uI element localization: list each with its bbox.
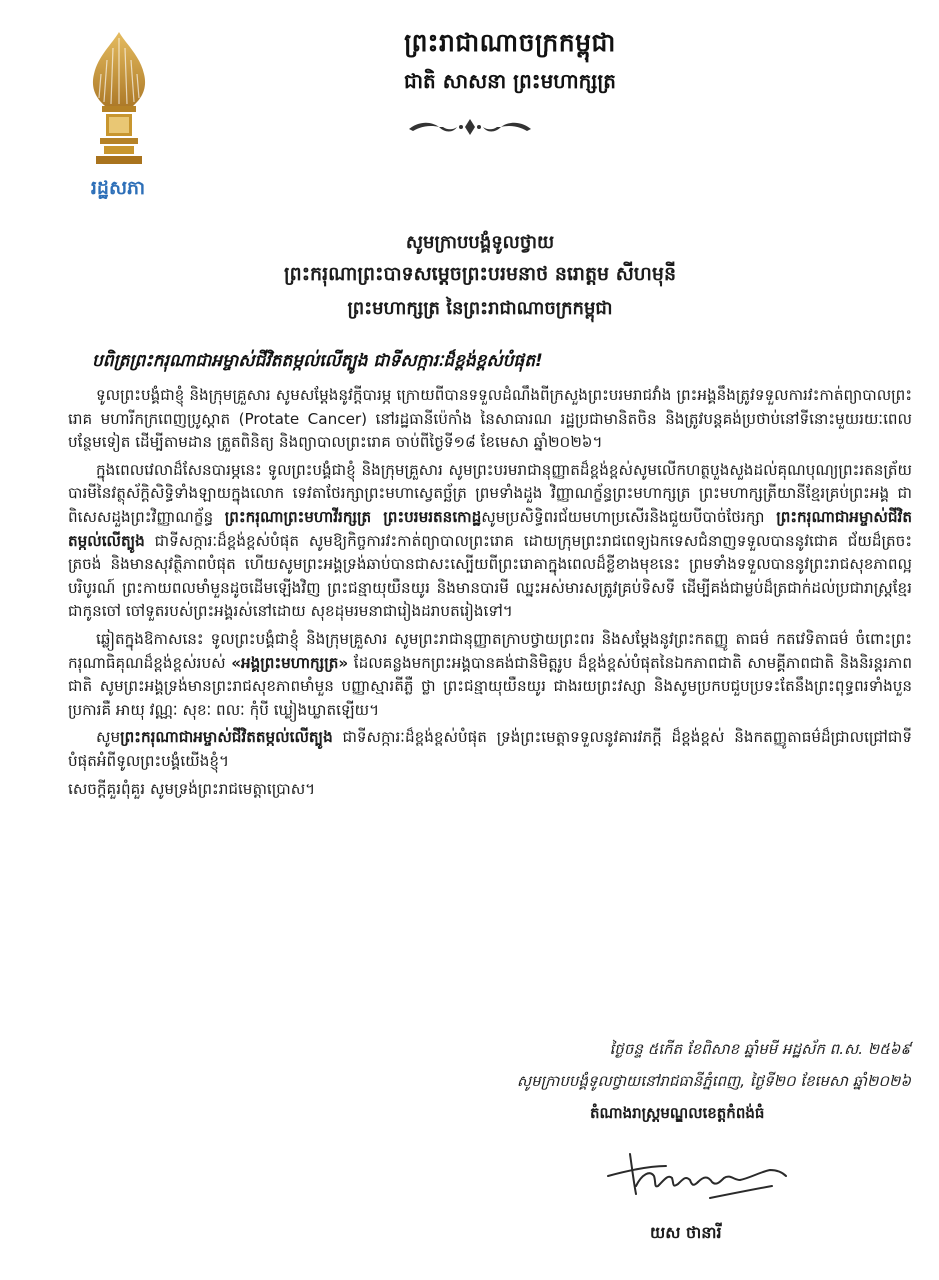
paragraph-4 bbox=[68, 726, 912, 773]
paragraph-3 bbox=[68, 628, 912, 722]
paragraph-4-text-c: ជាទីសក្ការៈដ៏ខ្ពង់ខ្ពស់បំផុត ទ្រង់ព្រះមេត្តាទទួលនូវគារវភក្តី ដ៏ខ្ពង់ខ្ពស់ និងកតញ្ញូតាធម៌ដ៏ជ្រាលជ្រៅជាទីបំផុតអំពីទូលព្រះបង្គំយើងខ្ញុំ។ bbox=[68, 728, 912, 770]
paragraph-2 bbox=[68, 459, 912, 624]
kingdom-title: ព្រះរាជាណាចក្រកម្ពុជា bbox=[404, 28, 616, 57]
paragraph-3-text-c: ដែលគន្លងមកព្រះអង្គបានគង់ជានិមិត្តរូប ដ៏ខ្ពង់ខ្ពស់បំផុតនៃឯកភាពជាតិ សាមគ្គីភាពជាតិ និងនិរន្តរភាពជាតិ សូមព្រះអង្គទ្រង់មានព្រះរាជសុខភាពមាំមួន បញ្ញាស្មារតីភ្លឺ ថ្លា ព្រះជន្មាយុយឺនយូរ ជាងរយព្រះវស្សា និងសូមប្រកបជួបប្រទះតែនឹងព្រះពុទ្ធពរទាំងបួនប្រការគឺ អាយុ វណ្ណៈ សុខៈ ពលៈ កុំបី ឃ្លៀងឃ្លាតឡើយ។ bbox=[68, 653, 912, 719]
paragraph-2-bold-king-father: ព្រះករុណាព្រះមហាវីរក្សត្រ ព្រះបរមរតនកោដ្ឋ bbox=[224, 507, 482, 526]
addressee-greeting: សូមក្រាបបង្គំទូលថ្វាយ bbox=[405, 232, 555, 253]
signer-name: យស ថានារី bbox=[650, 1223, 722, 1242]
ornament-divider-icon bbox=[405, 117, 535, 137]
lunar-date: ថ្ងៃចន្ទ ៥កើត ខែពិសាខ ឆ្នាំមមី អដ្ឋស័ក ព.ស. ២៥៦៩ bbox=[609, 1040, 911, 1058]
paragraph-4-bold-king: ព្រះករុណាជាអម្ចាស់ជីវិតតម្កល់លើត្បូង bbox=[120, 728, 333, 747]
paragraph-2-bold-king: ព្រះករុណាជាអម្ចាស់ជីវិតតម្កល់លើត្បូង bbox=[68, 507, 912, 550]
paragraph-2-text-e: ជាទីសក្ការៈដ៏ខ្ពង់ខ្ពស់បំផុត សូមឱ្យកិច្ចការវះកាត់ព្យាបាលព្រះរោគ ដោយក្រុមព្រះរាជពេទ្យឯកទេសជំនាញទទួលបាននូវជោគ ជ័យដ៏ត្រចះត្រចង់ និងមានសុវត្ថិភាពបំផុត ហើយសូមព្រះអង្គទ្រង់ឆាប់បានជាសះស្បើយពីព្រះរោគាក្នុងពេលដ៏ខ្លីខាងមុខនេះ ព្រមទាំងទទួលបាននូវព្រះរាជសុខភាពល្អបរិបូរណ៍ ព្រះកាយពលមាំមួនដូចដើមឡើងវិញ ព្រះជន្មាយុយឺនយូរ និងមានបារមី ឈ្នះអស់មារសត្រូវគ្រប់ទិសទី ដើម្បីគង់ជាម្លប់ដ៏ត្រជាក់ដល់ប្រជារាស្ត្រខ្មែរ ជាកូនចៅ ចៅទួតរបស់ព្រះអង្គរស់នៅដោយ សុខដុមរមនាជារៀងដរាបតរៀងទៅ។ bbox=[68, 531, 912, 621]
national-motto: ជាតិ សាសនា ព្រះមហាក្សត្រ bbox=[404, 69, 616, 93]
paragraph-2-text-c: សូមប្រសិទ្ធិពរជ័យមហាប្រសើរនិងជួយបីបាច់ថែរក្សា bbox=[481, 507, 777, 526]
paragraph-3-bold-monarch: «អង្គព្រះមហាក្សត្រ» bbox=[231, 653, 349, 672]
emblem-caption: រដ្ឋសភា bbox=[90, 177, 146, 199]
salutation: បពិត្រព្រះករុណាជាអម្ចាស់ជីវិតតម្កល់លើត្បូង ជាទីសក្ការៈដ៏ខ្ពង់ខ្ពស់បំផុត! bbox=[92, 351, 543, 371]
paragraph-2-text-a: ក្នុងពេលវេលាដ៏សែនបារម្ភនេះ ទូលព្រះបង្គំជាខ្ញុំ និងក្រុមគ្រួសារ សូមព្រះបរមរាជានុញ្ញាតដ៏ខ្ពង់ខ្ពស់សូមលើកហត្ថបួងសួងដល់គុណបុណ្យព្រះរតនត្រ័យ បារមីនៃវត្ថុស័ក្តិសិទ្ធិទាំងឡាយក្នុងលោក ទេវតាថែរក្សាព្រះមហាស្វេតច្ឆ័ត្រ ព្រមទាំងដួង វិញ្ញាណក្ខ័ន្ធព្រះមហាក្សត្រ ព្រះមហាក្សត្រីយានីខ្មែរគ្រប់ព្រះអង្គ ជាពិសេសដួងព្រះវិញ្ញាណក្ខ័ន្ធ bbox=[68, 460, 912, 526]
addressee-name: ព្រះករុណាព្រះបាទសម្តេចព្រះបរមនាថ នរោត្តម សីហមុនី bbox=[283, 263, 677, 285]
signer-title: តំណាងរាស្ត្រមណ្ឌលខេត្តកំពង់ធំ bbox=[590, 1104, 765, 1122]
national-assembly-emblem-icon bbox=[78, 30, 160, 170]
place-and-date: សូមក្រាបបង្គំទូលថ្វាយនៅរាជធានីភ្នំពេញ, ថ្ងៃទី២០ ខែមេសា ឆ្នាំ២០២៦ bbox=[516, 1072, 911, 1090]
closing-line: សេចក្តីគួរពុំគួរ សូមទ្រង់ព្រះរាជមេត្តាប្រោស។ bbox=[68, 779, 316, 798]
letter-body bbox=[68, 384, 912, 801]
paragraph-3-text-a: ឆ្លៀតក្នុងឱកាសនេះ ទូលព្រះបង្គំជាខ្ញុំ និងក្រុមគ្រួសារ សូមព្រះរាជានុញ្ញាតក្រាបថ្វាយព្រះពរ និងសម្តែងនូវព្រះកតញ្ញូ តាធម៌ កតវេទិតាធម៌ ចំពោះព្រះករុណាធិគុណដ៏ខ្ពង់ខ្ពស់របស់ bbox=[68, 629, 912, 672]
paragraph-4-text-a: សូម bbox=[96, 728, 121, 747]
addressee-title: ព្រះមហាក្សត្រ នៃព្រះរាជាណាចក្រកម្ពុជា bbox=[347, 298, 613, 319]
handwritten-signature bbox=[600, 1136, 790, 1206]
paragraph-1: ទូលព្រះបង្គំជាខ្ញុំ និងក្រុមគ្រួសារ សូមសម្តែងនូវក្តីបារម្ភ ក្រោយពីបានទទួលដំណឹងពីក្រសួងព្រះបរមរាជវាំង ព្រះអង្គនឹងត្រូវទទួលការវះកាត់ព្យាបាលព្រះរោគ មហារីកក្រពេញប្រូស្តាត (Protate Cancer) នៅរដ្ឋធានីប៉េកាំង នៃសាធារណ រដ្ឋប្រជាមានិតចិន និងត្រូវបន្តគង់ប្រថាប់នៅទីនោះមួយរយៈពេលបន្ថែមទៀត ដើម្បីតាមដាន ត្រួតពិនិត្យ និងព្យាបាលព្រះរោគ ចាប់ពីថ្ងៃទី១៨ ខែមេសា ឆ្នាំ២០២៦។ bbox=[68, 386, 912, 452]
